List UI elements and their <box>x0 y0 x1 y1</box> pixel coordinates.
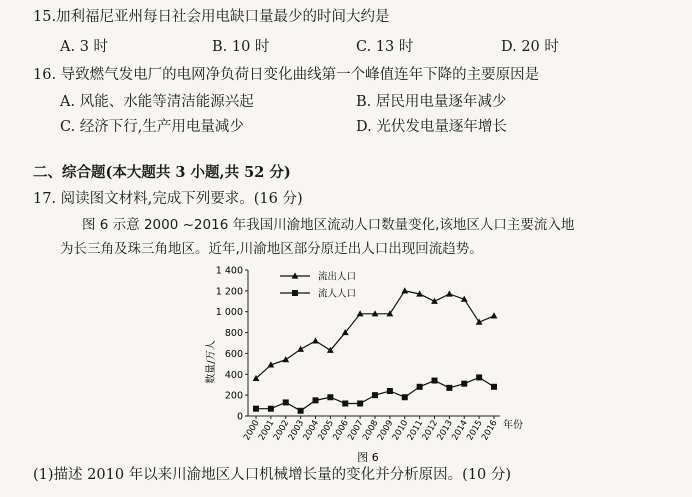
x-tick-label: 2016 <box>480 418 500 443</box>
legend-square <box>292 290 298 296</box>
chart-ylabel: 数量/万人 <box>206 340 217 384</box>
legend-label: 流人人口 <box>318 288 357 300</box>
q15-option-c: C. 13 时 <box>356 39 414 55</box>
x-tick-label: 2014 <box>450 418 470 443</box>
y-tick-label: 1 400 <box>215 265 243 277</box>
inflow-point <box>313 397 319 403</box>
outflow-point <box>297 346 304 352</box>
section-heading: 二、综合题(本大题共 3 小题,共 52 分) <box>33 164 291 181</box>
inflow-point <box>357 400 363 406</box>
y-tick-label: 200 <box>224 390 243 402</box>
x-tick-label: 2001 <box>256 418 277 443</box>
q16-option-d: D. 光伏发电量逐年增长 <box>356 119 507 135</box>
chart-title: 图 6 <box>357 451 379 464</box>
inflow-point <box>268 406 274 412</box>
q15-option-d: D. 20 时 <box>501 39 559 55</box>
x-tick-label: 2010 <box>390 418 411 443</box>
chart-xlabel: 年份 <box>503 420 523 431</box>
inflow-point <box>327 394 333 400</box>
x-tick-label: 2006 <box>331 418 351 443</box>
x-tick-label: 2011 <box>405 418 426 443</box>
inflow-point <box>476 374 482 380</box>
x-tick-label: 2000 <box>242 418 262 443</box>
y-tick-label: 0 <box>236 411 243 423</box>
x-tick-label: 2015 <box>465 418 485 443</box>
inflow-point <box>402 394 408 400</box>
outflow-point <box>491 312 498 318</box>
q15-stem: 15.加利福尼亚州每日社会用电缺口量最少的时间大约是 <box>33 9 390 25</box>
q17-material-line2: 为长三角及珠三角地区。近年,川渝地区部分原迁出人口出现回流趋势。 <box>60 241 483 257</box>
q16-option-b: B. 居民用电量逐年减少 <box>356 94 507 110</box>
y-tick-label: 400 <box>224 369 243 381</box>
q15-option-a: A. 3 时 <box>60 39 109 55</box>
q17-sub1: (1)描述 2010 年以来川渝地区人口机械增长量的变化并分析原因。(10 分) <box>33 467 512 483</box>
inflow-point <box>372 392 378 398</box>
population-chart <box>200 262 523 467</box>
x-tick-label: 2003 <box>286 418 307 443</box>
inflow-point <box>461 381 467 387</box>
inflow-point <box>283 399 289 405</box>
outflow-point <box>312 337 319 343</box>
y-tick-label: 1 000 <box>215 307 243 319</box>
inflow-point <box>342 400 348 406</box>
x-tick-label: 2004 <box>301 418 322 443</box>
inflow-point <box>446 385 452 391</box>
q17-material-line1: 图 6 示意 2000 ~2016 年我国川渝地区流动人口数量变化,该地区人口主要流入地 <box>82 217 575 233</box>
inflow-point <box>417 384 423 390</box>
q16-option-a: A. 风能、水能等清洁能源兴起 <box>60 94 254 110</box>
outflow-point <box>401 287 408 293</box>
outflow-point <box>282 356 289 362</box>
x-tick-label: 2007 <box>346 418 366 443</box>
y-tick-label: 1 200 <box>215 286 243 298</box>
inflow-point <box>387 388 393 394</box>
series-line-triangle <box>256 291 494 379</box>
inflow-point <box>432 378 438 384</box>
inflow-point <box>298 408 304 414</box>
x-tick-label: 2013 <box>435 418 455 443</box>
outflow-point <box>446 290 453 296</box>
y-tick-label: 800 <box>224 328 243 340</box>
q15-option-b: B. 10 时 <box>212 39 270 55</box>
inflow-point <box>253 406 259 412</box>
x-tick-label: 2005 <box>316 418 336 443</box>
inflow-point <box>491 384 497 390</box>
legend-label: 流出人口 <box>318 271 357 283</box>
q16-stem: 16. 导致燃气发电厂的电网净负荷日变化曲线第一个峰值连年下降的主要原因是 <box>33 67 540 83</box>
x-tick-label: 2012 <box>420 418 441 443</box>
chart-legend <box>280 271 356 300</box>
y-tick-label: 600 <box>224 348 243 360</box>
x-tick-label: 2008 <box>361 418 381 443</box>
q17-stem: 17. 阅读图文材料,完成下列要求。(16 分) <box>33 191 303 207</box>
x-tick-label: 2002 <box>271 418 292 443</box>
q16-option-c: C. 经济下行,生产用电量减少 <box>60 119 244 135</box>
x-tick-label: 2009 <box>375 418 396 443</box>
